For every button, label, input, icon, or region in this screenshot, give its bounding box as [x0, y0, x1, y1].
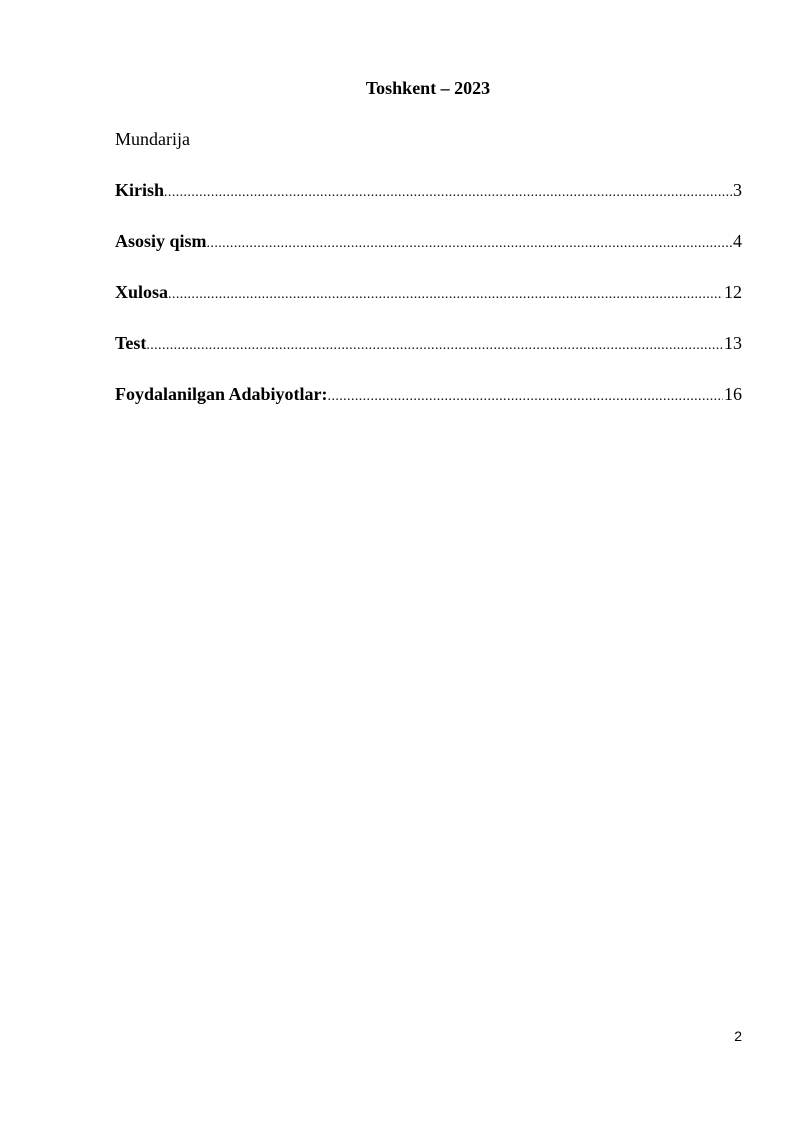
toc-entry-foydalanilgan-adabiyotlar[interactable] [115, 382, 742, 433]
toc-entry-page: 12 [724, 282, 742, 302]
toc-dot-leader [168, 283, 723, 307]
toc-entry-kirish[interactable] [115, 178, 742, 229]
toc-entry-label: Kirish [115, 180, 165, 200]
toc-entry-page: 13 [724, 333, 742, 353]
table-of-contents [115, 178, 742, 433]
page-number: 2 [734, 1028, 742, 1044]
toc-entry-asosiy-qism[interactable] [115, 229, 742, 280]
toc-entry-label: Test [115, 333, 147, 353]
toc-entry-label: Asosiy qism [115, 231, 207, 251]
toc-dot-leader [207, 232, 732, 256]
city-year-heading: Toshkent – 2023 [365, 78, 491, 98]
toc-entry-label: Foydalanilgan Adabiyotlar: [115, 384, 328, 404]
toc-dot-leader [146, 334, 723, 358]
toc-dot-leader [328, 385, 723, 409]
toc-title: Mundarija [115, 129, 190, 149]
toc-dot-leader [164, 181, 732, 205]
toc-entry-test[interactable] [115, 331, 742, 382]
toc-entry-page: 3 [733, 180, 742, 200]
toc-entry-xulosa[interactable] [115, 280, 742, 331]
toc-entry-page: 4 [733, 231, 742, 251]
toc-entry-label: Xulosa [115, 282, 169, 302]
toc-entry-page: 16 [724, 384, 742, 404]
